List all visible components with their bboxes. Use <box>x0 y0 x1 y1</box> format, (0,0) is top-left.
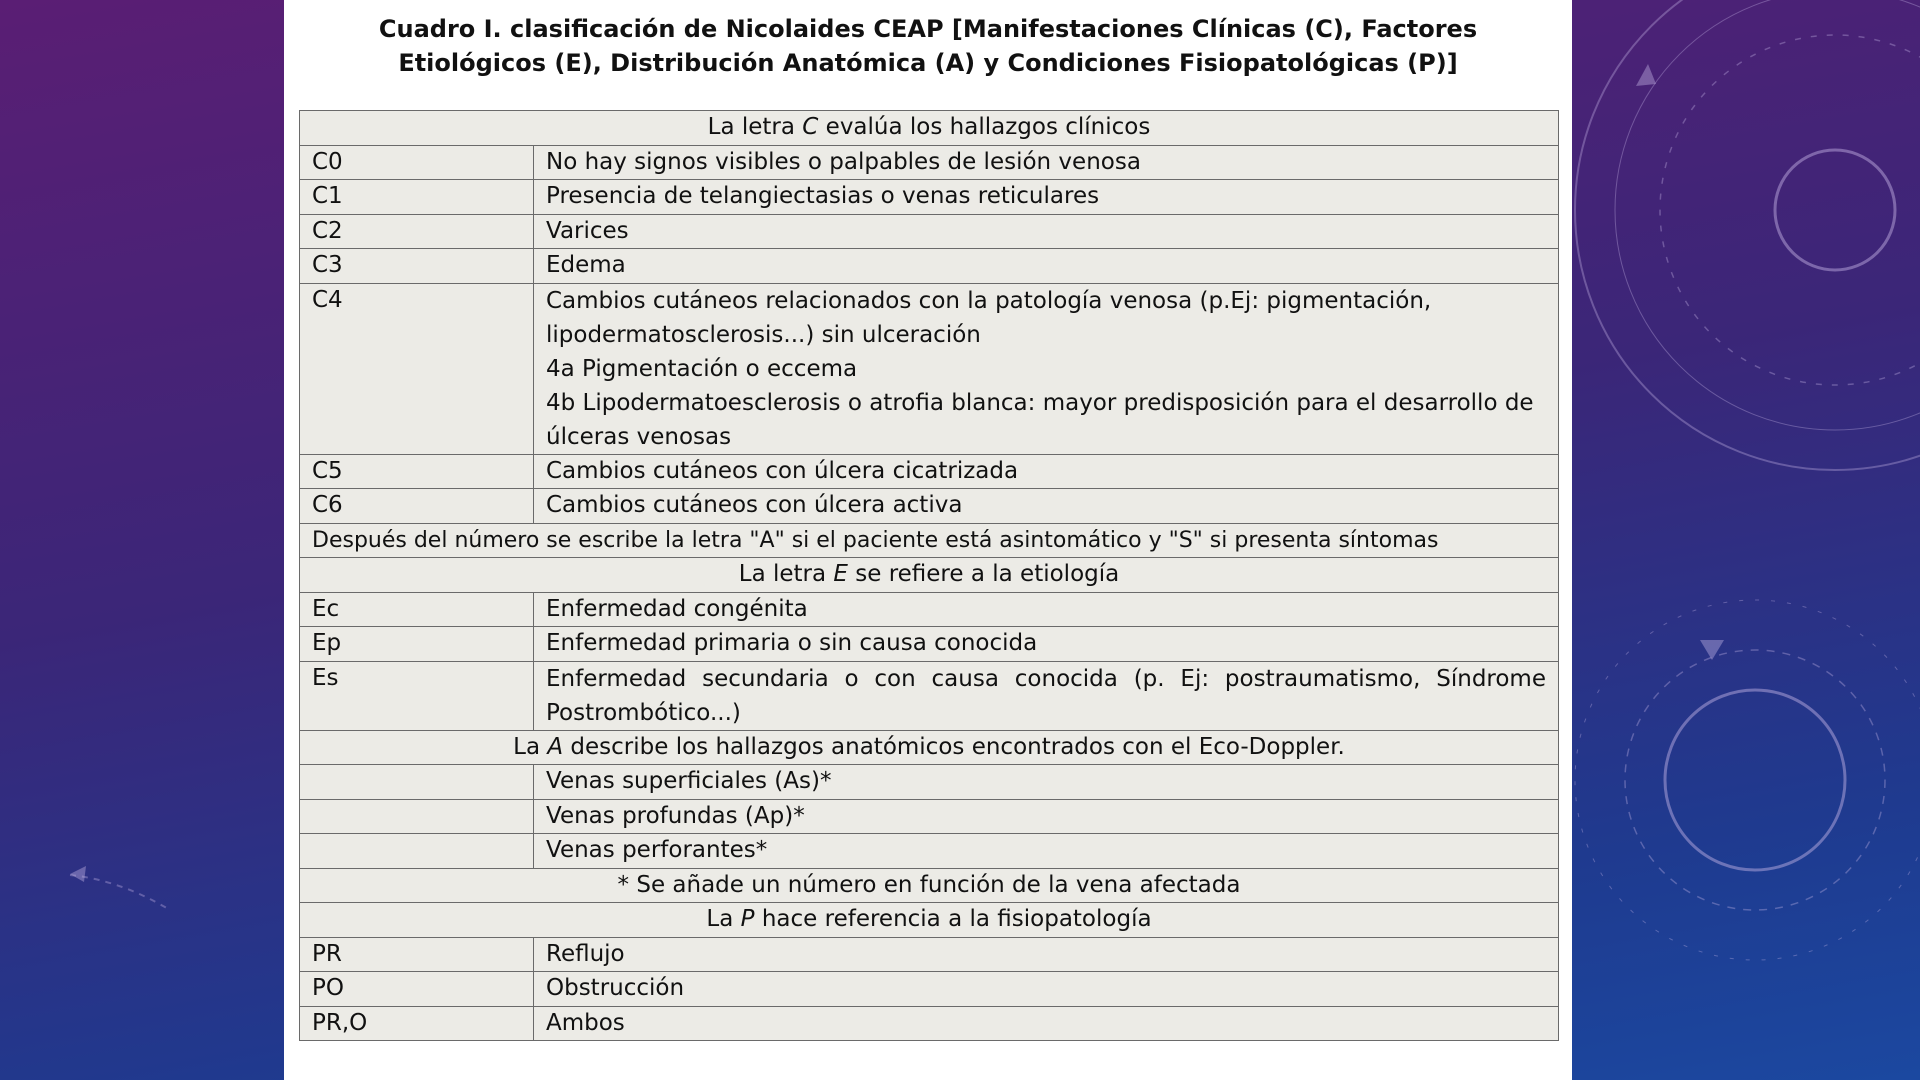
code-cell: C4 <box>300 283 534 454</box>
table-row <box>300 489 1559 524</box>
table-row <box>300 1006 1559 1041</box>
description-cell: Presencia de telangiectasias o venas reticulares <box>534 180 1559 215</box>
table-row <box>300 799 1559 834</box>
table-caption <box>284 12 1572 80</box>
code-cell: Es <box>300 661 534 730</box>
ceap-classification-table <box>299 110 1559 1041</box>
c-section-header: La letra C evalúa los hallazgos clínicos <box>300 111 1559 146</box>
table-row <box>300 214 1559 249</box>
description-cell: Edema <box>534 249 1559 284</box>
code-cell: C3 <box>300 249 534 284</box>
c4-line-1: Cambios cutáneos relacionados con la patología venosa (p.Ej: pigmentación, <box>546 287 1432 314</box>
code-cell <box>300 765 534 800</box>
section-header-row <box>300 903 1559 938</box>
code-cell <box>300 799 534 834</box>
e-section-header: La letra E se refiere a la etiología <box>300 558 1559 593</box>
c4-line-2: lipodermatosclerosis...) sin ulceración <box>546 321 981 348</box>
table-row <box>300 627 1559 662</box>
description-cell: Venas perforantes* <box>534 834 1559 869</box>
description-cell: Ambos <box>534 1006 1559 1041</box>
table-row <box>300 249 1559 284</box>
a-section-header: La A describe los hallazgos anatómicos encontrados con el Eco-Doppler. <box>300 730 1559 765</box>
code-cell: C0 <box>300 145 534 180</box>
table-row <box>300 661 1559 730</box>
table-row <box>300 180 1559 215</box>
caption-line-2: Etiológicos (E), Distribución Anatómica (A) y Condiciones Fisiopatológicas (P)] <box>398 49 1458 77</box>
c4-line-3: 4a Pigmentación o eccema <box>546 355 858 382</box>
description-cell: Venas profundas (Ap)* <box>534 799 1559 834</box>
table-row <box>300 765 1559 800</box>
description-cell: Cambios cutáneos con úlcera activa <box>534 489 1559 524</box>
code-cell: C2 <box>300 214 534 249</box>
description-cell: Varices <box>534 214 1559 249</box>
section-header-row <box>300 111 1559 146</box>
table-row <box>300 454 1559 489</box>
a-note: * Se añade un número en función de la vena afectada <box>300 868 1559 903</box>
table-row <box>300 937 1559 972</box>
table-row <box>300 145 1559 180</box>
description-cell: Enfermedad congénita <box>534 592 1559 627</box>
c-note: Después del número se escribe la letra "A" si el paciente está asintomático y "S" si presenta síntomas <box>300 523 1559 558</box>
description-cell: Venas superficiales (As)* <box>534 765 1559 800</box>
table-row <box>300 592 1559 627</box>
description-cell <box>534 661 1559 730</box>
note-row <box>300 868 1559 903</box>
description-cell <box>534 283 1559 454</box>
code-cell: Ep <box>300 627 534 662</box>
code-cell: C6 <box>300 489 534 524</box>
code-cell: PR,O <box>300 1006 534 1041</box>
description-cell: No hay signos visibles o palpables de lesión venosa <box>534 145 1559 180</box>
section-header-row <box>300 730 1559 765</box>
code-cell: PR <box>300 937 534 972</box>
c4-line-5: úlceras venosas <box>546 423 732 450</box>
slide-panel <box>284 0 1572 1080</box>
description-cell: Obstrucción <box>534 972 1559 1007</box>
code-cell <box>300 834 534 869</box>
description-cell: Cambios cutáneos con úlcera cicatrizada <box>534 454 1559 489</box>
code-cell: Ec <box>300 592 534 627</box>
table-row <box>300 834 1559 869</box>
description-cell: Enfermedad primaria o sin causa conocida <box>534 627 1559 662</box>
code-cell: C5 <box>300 454 534 489</box>
es-line-2: Postrombótico...) <box>546 699 741 726</box>
code-cell: PO <box>300 972 534 1007</box>
es-line-1: Enfermedad secundaria o con causa conocida (p. Ej: postraumatismo, Síndrome <box>546 665 1546 692</box>
p-section-header: La P hace referencia a la fisiopatología <box>300 903 1559 938</box>
table-row <box>300 283 1559 454</box>
table-row <box>300 972 1559 1007</box>
caption-line-1: Cuadro I. clasificación de Nicolaides CEAP [Manifestaciones Clínicas (C), Factores <box>378 15 1478 43</box>
c4-line-4: 4b Lipodermatoesclerosis o atrofia blanca: mayor predisposición para el desarrollo de <box>546 389 1534 416</box>
section-header-row <box>300 558 1559 593</box>
description-cell: Reflujo <box>534 937 1559 972</box>
note-row <box>300 523 1559 558</box>
code-cell: C1 <box>300 180 534 215</box>
